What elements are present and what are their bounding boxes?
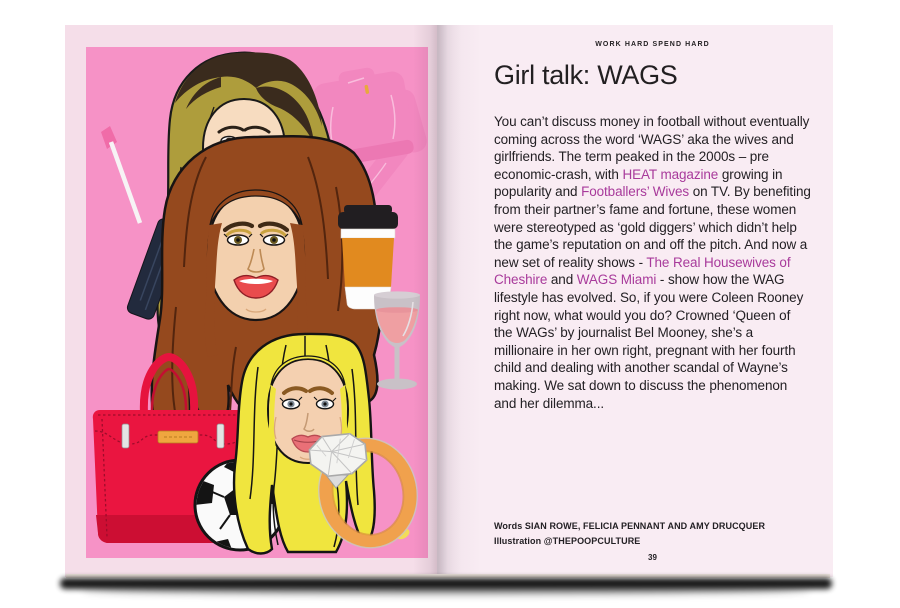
- section-kicker: WORK HARD SPEND HARD: [595, 41, 710, 48]
- left-page: [65, 25, 437, 577]
- article-text-run: - show how the WAG lifestyle has evolved. So, if you were Coleen Rooney right now, what would you do? Crowned ‘Queen of the WAGs’ by journalist Bel Mooney, she’s a millionaire in her own right, pregnant with her fourth child and dealing with another scandal of Wayne’s making. We sat down to discuss the phenomenon and her dilemma...: [494, 272, 804, 411]
- right-page: [437, 25, 833, 577]
- book-drop-shadow-soft: [82, 585, 810, 594]
- right-page-content: [494, 25, 811, 577]
- article-text-run: growing in popularity and: [494, 166, 783, 200]
- article-reference-link: WAGS Miami: [576, 272, 657, 288]
- magazine-spread: [65, 25, 833, 577]
- article-reference-link: HEAT magazine: [622, 166, 719, 182]
- rose-wine-glass-illustration: [374, 291, 420, 389]
- article-text-run: and: [547, 272, 577, 288]
- article-body: [494, 113, 811, 412]
- credits-illustration: Illustration @THEPOOPCULTURE: [494, 536, 641, 546]
- credits-words: Words SIAN ROWE, FELICIA PENNANT AND AMY DRUCQUER: [494, 521, 766, 531]
- article-text-run: on TV. By benefiting from their partner’s fame and fortune, these women were stereotyped as ‘gold diggers’ which didn’t help the game’s reputation on and off the pitch. And now a new set of reality shows -: [494, 184, 811, 270]
- article-reference-link: The Real Housewives of Cheshire: [494, 254, 791, 288]
- illustration-panel: [86, 47, 428, 558]
- credits-block: [494, 519, 811, 549]
- article-reference-link: Footballers’ Wives: [581, 184, 690, 200]
- page-title: Girl talk: WAGS: [494, 60, 678, 90]
- wags-collage-illustration: [86, 47, 428, 558]
- article-text-run: You can’t discuss money in football without eventually coming across the word ‘WAGS’ aka the wives and girlfriends. The term peaked in the 2000s – pre economic-crash, with: [494, 114, 810, 182]
- page-number: 39: [648, 553, 657, 562]
